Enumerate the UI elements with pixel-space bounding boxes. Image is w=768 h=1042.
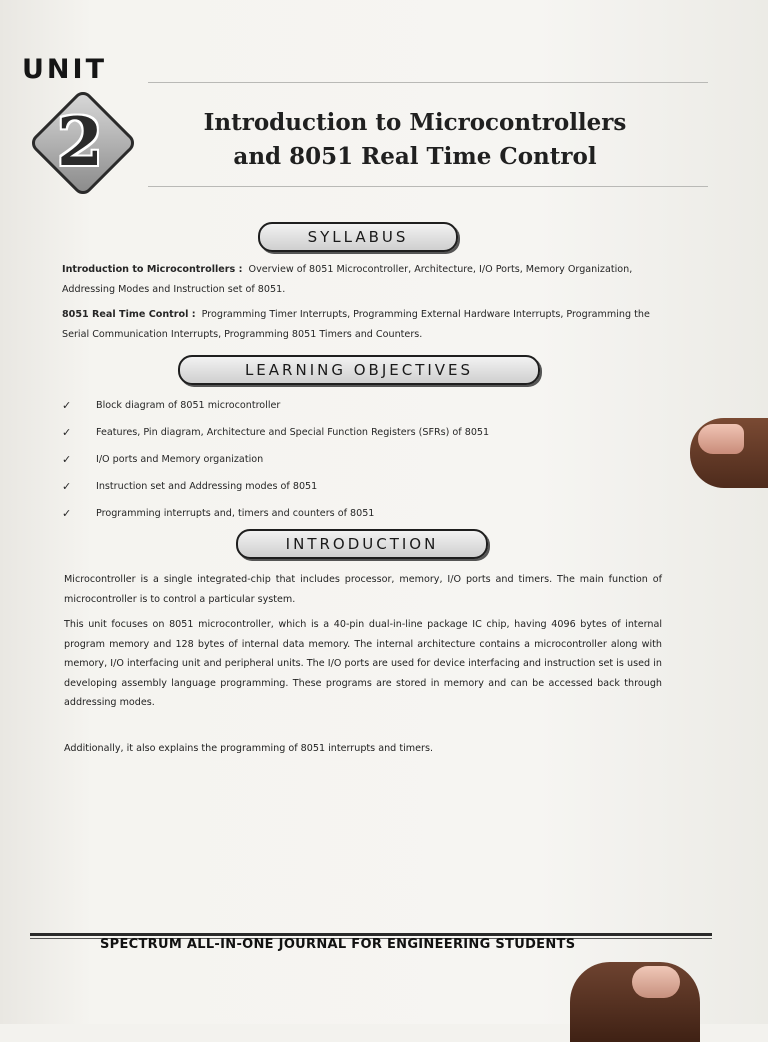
syllabus-item-label: Introduction to Microcontrollers : xyxy=(62,264,243,275)
list-item xyxy=(62,392,622,419)
title-line-2: and 8051 Real Time Control xyxy=(233,143,597,170)
list-item xyxy=(62,473,622,500)
introduction-paragraph: Additionally, it also explains the programming of 8051 interrupts and timers. xyxy=(64,743,433,754)
learning-objectives-heading: LEARNING OBJECTIVES xyxy=(178,355,540,385)
title-rule-bottom xyxy=(148,186,708,187)
syllabus-heading: SYLLABUS xyxy=(258,222,458,252)
fingernail xyxy=(698,424,744,454)
list-item xyxy=(62,419,622,446)
objective-text: I/O ports and Memory organization xyxy=(96,454,264,465)
unit-number-badge xyxy=(22,92,138,192)
check-icon: ✓ xyxy=(62,453,72,466)
syllabus-item xyxy=(62,305,658,345)
footer-rule xyxy=(30,933,712,936)
check-icon: ✓ xyxy=(62,480,72,493)
list-item xyxy=(62,446,622,473)
learning-objectives-list xyxy=(62,392,622,527)
syllabus-item-text: Programming Timer Interrupts, Programming External Hardware Interrupts, Programming the Serial Communication Interrupts, Programming 8051 Timers and Counters. xyxy=(62,309,650,340)
page-footer: SPECTRUM ALL-IN-ONE JOURNAL FOR ENGINEERING STUDENTS xyxy=(100,937,576,952)
title-line-1: Introduction to Microcontrollers xyxy=(203,109,627,136)
check-icon: ✓ xyxy=(62,399,72,412)
objective-text: Instruction set and Addressing modes of 8051 xyxy=(96,481,318,492)
introduction-paragraph: Microcontroller is a single integrated-chip that includes processor, memory, I/O ports and timers. The main function of microcontroller is to control a particular system. xyxy=(64,574,662,605)
unit-number: 2 xyxy=(57,103,103,181)
list-item xyxy=(62,500,622,527)
objective-text: Programming interrupts and, timers and counters of 8051 xyxy=(96,508,375,519)
syllabus-item-text: Overview of 8051 Microcontroller, Architecture, I/O Ports, Memory Organization, Addressing Modes and Instruction set of 8051. xyxy=(62,264,633,295)
title-rule-top xyxy=(148,82,708,83)
introduction-heading: INTRODUCTION xyxy=(236,529,488,559)
syllabus-item xyxy=(62,260,658,300)
page-title xyxy=(180,106,650,174)
fingernail xyxy=(632,966,680,998)
syllabus-item-label: 8051 Real Time Control : xyxy=(62,309,196,320)
introduction-paragraph: This unit focuses on 8051 microcontroller, which is a 40-pin dual-in-line package IC chip, having 4096 bytes of internal program memory and 128 bytes of internal data memory. The internal architecture contains a microcontroller along with memory, I/O interfacing unit and peripheral units. The I/O ports are used for device interfacing and instruction set is used in developing assembly language programming. These programs are stored in memory and can be accessed back through addressing modes. xyxy=(64,619,662,708)
unit-label: UNIT xyxy=(22,54,107,85)
objective-text: Features, Pin diagram, Architecture and Special Function Registers (SFRs) of 8051 xyxy=(96,427,490,438)
check-icon: ✓ xyxy=(62,507,72,520)
check-icon: ✓ xyxy=(62,426,72,439)
objective-text: Block diagram of 8051 microcontroller xyxy=(96,400,281,411)
